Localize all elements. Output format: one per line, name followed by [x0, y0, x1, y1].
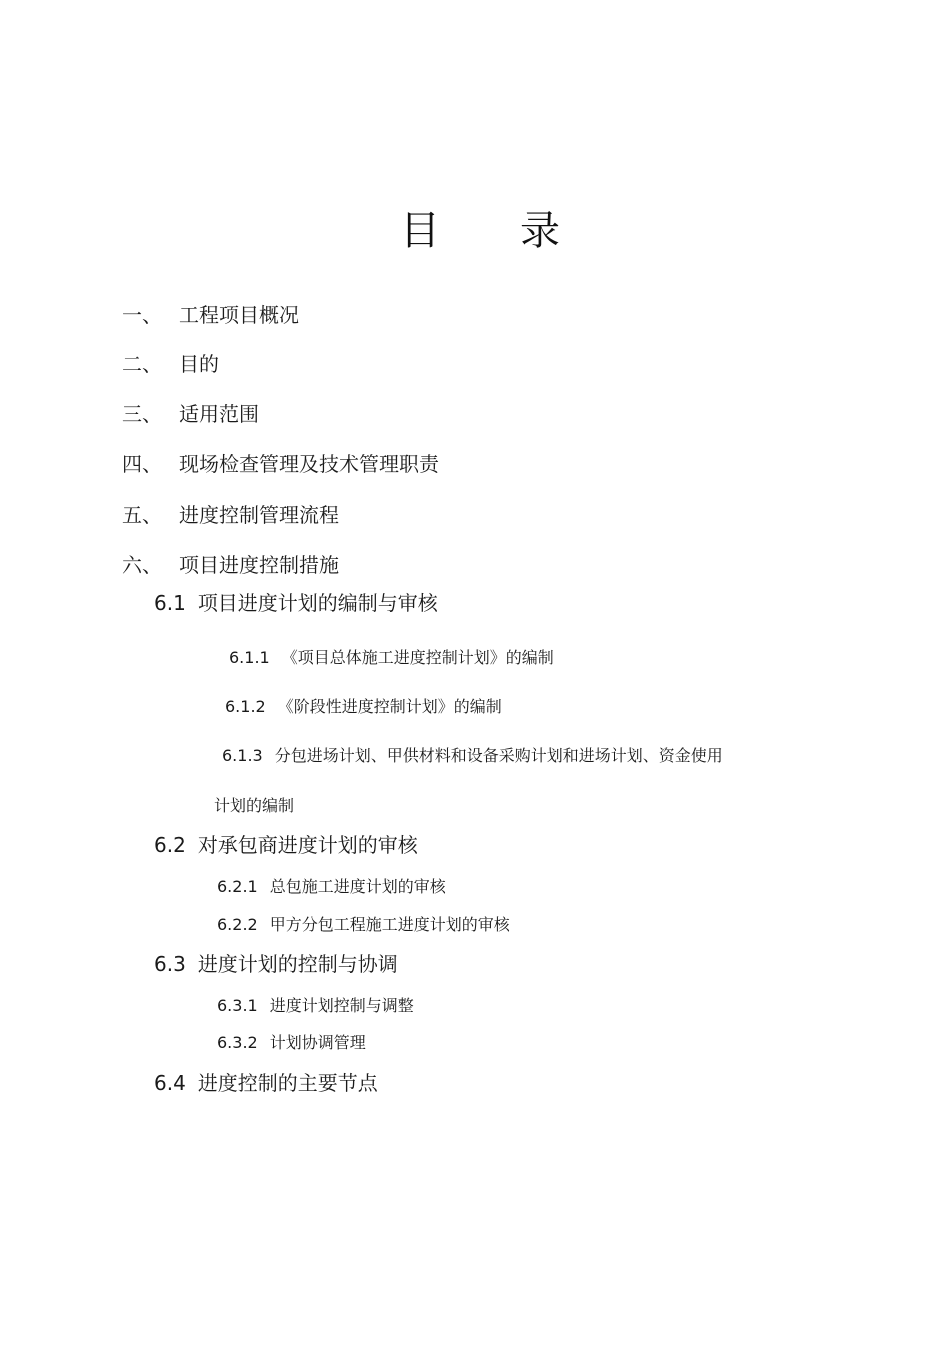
toc-entry-number: 6.3.2	[217, 1033, 258, 1052]
toc-entry-6-1-1	[229, 650, 554, 666]
toc-entry-6-2-1	[217, 879, 446, 895]
toc-entry-text: 适用范围	[179, 402, 259, 426]
toc-entry-text: 工程项目概况	[179, 303, 299, 327]
toc-entry-text: 分包进场计划、甲供材料和设备采购计划和进场计划、资金使用	[274, 746, 723, 765]
toc-entry-number: 6.1.3	[222, 746, 263, 765]
toc-entry-number: 二、	[122, 352, 162, 376]
toc-entry-number: 6.2	[154, 833, 186, 857]
toc-entry-number: 六、	[122, 553, 162, 577]
toc-entry-text: 现场检查管理及技术管理职责	[179, 452, 439, 476]
toc-entry-6-3-2	[217, 1035, 366, 1051]
toc-entry-text: 对承包商进度计划的审核	[197, 833, 418, 857]
toc-entry-number: 五、	[122, 503, 162, 527]
toc-entry-text: 甲方分包工程施工进度计划的审核	[269, 915, 510, 934]
toc-entry-text: 进度控制的主要节点	[197, 1071, 378, 1095]
title-char-1: 目	[400, 208, 440, 254]
toc-entry-number: 一、	[122, 303, 162, 327]
toc-entry-text: 项目进度控制措施	[179, 553, 339, 577]
toc-entry-number: 6.1.2	[225, 697, 266, 716]
toc-entry-number: 6.2.1	[217, 877, 258, 896]
toc-entry-number: 6.2.2	[217, 915, 258, 934]
toc-entry-text: 计划的编制	[214, 796, 295, 815]
toc-entry-text: 目的	[179, 352, 219, 376]
toc-entry-number: 6.1.1	[229, 648, 270, 667]
toc-entry-number: 四、	[122, 452, 162, 476]
toc-entry-6-2	[154, 835, 418, 855]
toc-entry-6-4	[154, 1073, 378, 1093]
toc-entry-text: 进度计划控制与调整	[269, 996, 414, 1015]
toc-title	[0, 203, 950, 263]
toc-entry-number: 6.3	[154, 952, 186, 976]
toc-entry-number: 6.3.1	[217, 996, 258, 1015]
toc-entry-6-3-1	[217, 998, 414, 1014]
toc-entry-6-1-3	[222, 748, 723, 764]
toc-entry-text: 项目进度计划的编制与审核	[197, 591, 438, 615]
toc-entry-text: 《项目总体施工进度控制计划》的编制	[281, 648, 554, 667]
toc-entry-text: 进度控制管理流程	[179, 503, 339, 527]
toc-entry-6-1	[154, 593, 438, 613]
toc-entry-6-3	[154, 954, 398, 974]
toc-entry-6-1-3-continued	[214, 798, 294, 814]
toc-entry-text: 计划协调管理	[269, 1033, 366, 1052]
toc-entry-6-1-2	[225, 699, 502, 715]
title-char-2: 录	[520, 208, 560, 254]
toc-entry-number: 6.1	[154, 591, 186, 615]
toc-entry-number: 6.4	[154, 1071, 186, 1095]
toc-entry-text: 进度计划的控制与协调	[197, 952, 398, 976]
toc-entry-number: 三、	[122, 402, 162, 426]
toc-entry-text: 《阶段性进度控制计划》的编制	[277, 697, 502, 716]
toc-entry-text: 总包施工进度计划的审核	[269, 877, 446, 896]
toc-entry-6-2-2	[217, 917, 510, 933]
